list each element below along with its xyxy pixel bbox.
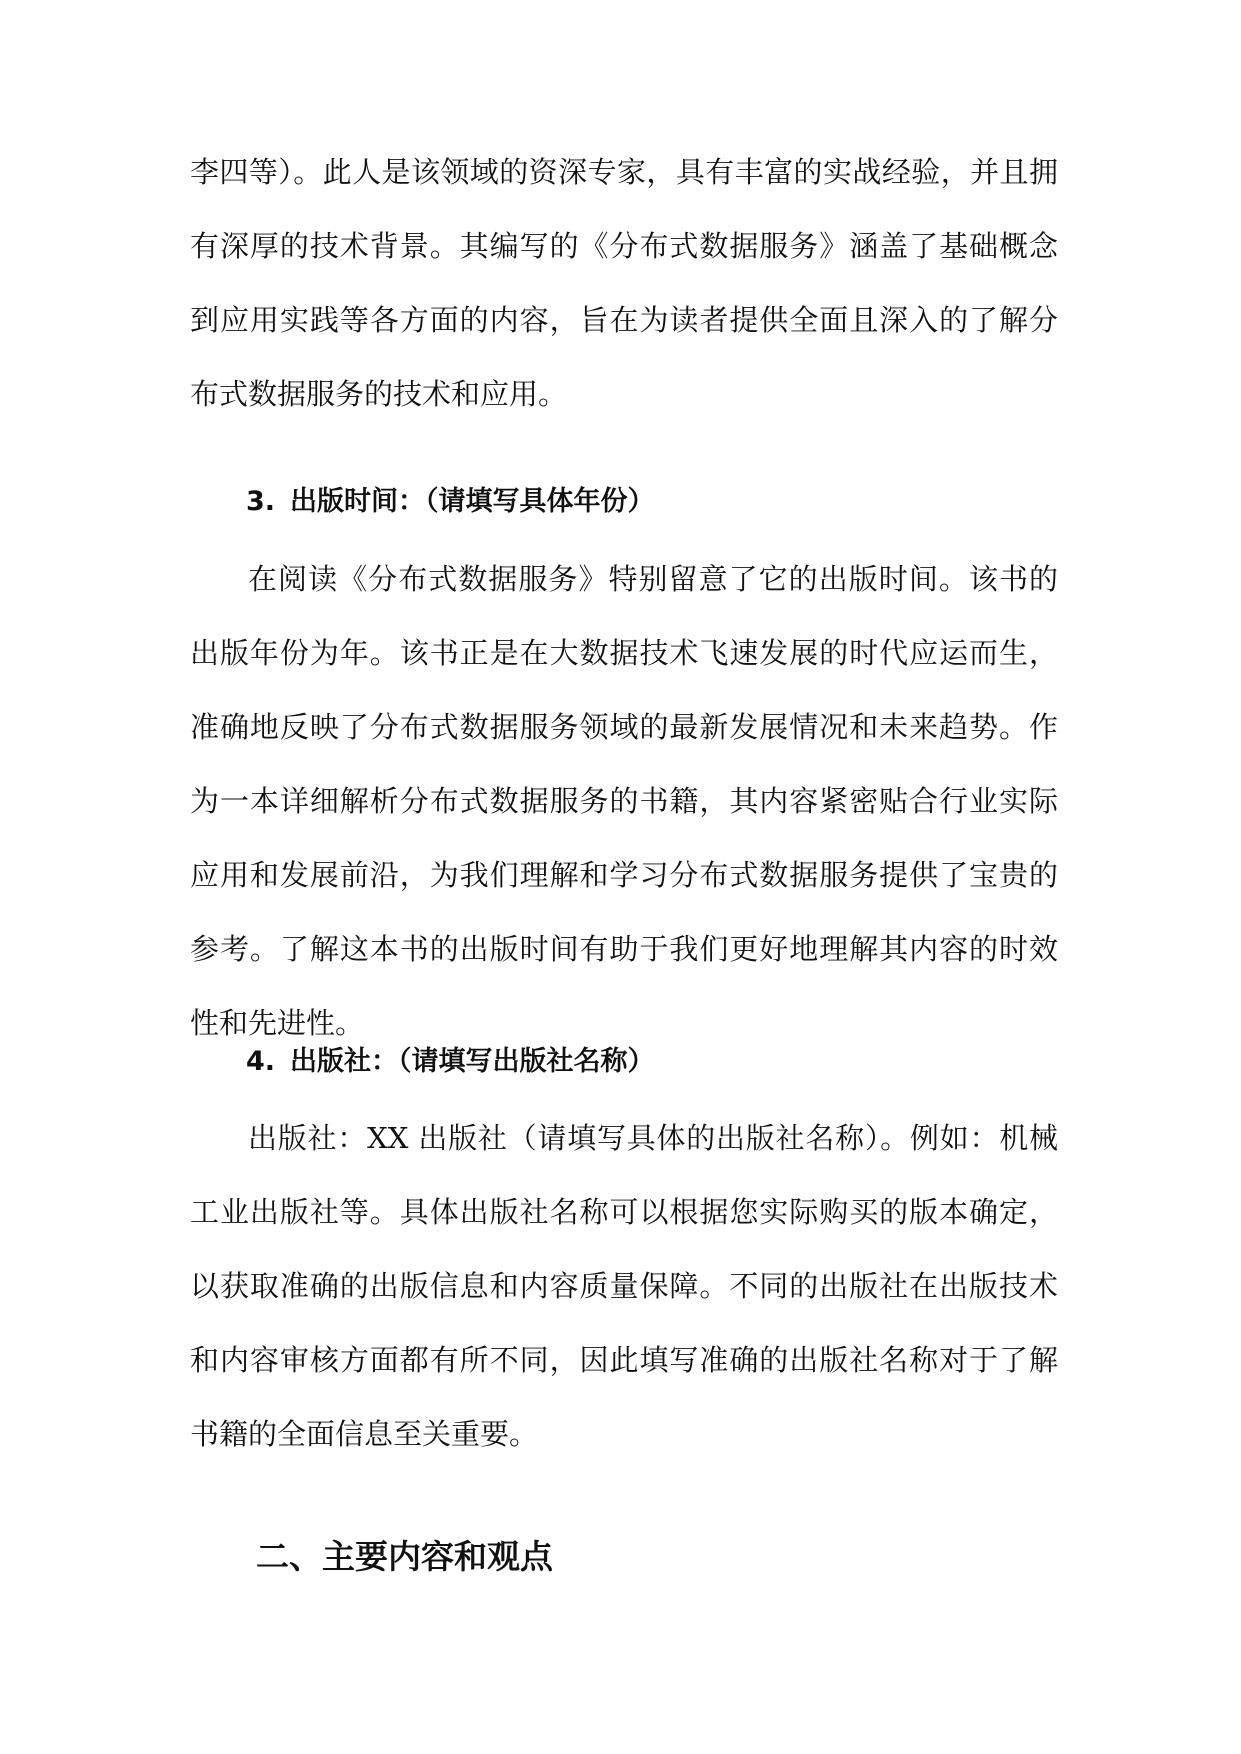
subheading-publication-time [246, 482, 1046, 522]
paragraph-author-continuation: 李四等）。此人是该领域的资深专家，具有丰富的实战经验，并且拥有深厚的技术背景。其编写的《分布式数据服务》涵盖了基础概念到应用实践等各方面的内容，旨在为读者提供全面且深入的了解分布式数据服务的技术和应用。 [190, 155, 1058, 411]
paragraph-publication-time: 在阅读《分布式数据服务》特别留意了它的出版时间。该书的出版年份为年。该书正是在大数据技术飞速发展的时代应运而生，准确地反映了分布式数据服务领域的最新发展情况和未来趋势。作为一本详细解析分布式数据服务的书籍，其内容紧密贴合行业实际应用和发展前沿，为我们理解和学习分布式数据服务提供了宝贵的参考。了解这本书的出版时间有助于我们更好地理解其内容的时效性和先进性。 [190, 562, 1058, 1040]
subheading-text: 出版时间：（请填写具体年份） [290, 486, 655, 517]
section-title-main-content: 二、主要内容和观点 [256, 1537, 553, 1576]
subheading-publisher [246, 1042, 1046, 1082]
subheading-text: 出版社：（请填写出版社名称） [290, 1046, 655, 1077]
subheading-number: 3. [246, 486, 276, 517]
subheading-number: 4. [246, 1046, 276, 1077]
paragraph-publisher: 出版社：XX 出版社（请填写具体的出版社名称）。例如：机械工业出版社等。具体出版社名称可以根据您实际购买的版本确定，以获取准确的出版信息和内容质量保障。不同的出版社在出版技术和内容审核方面都有所不同，因此填写准确的出版社名称对于了解书籍的全面信息至关重要。 [190, 1121, 1058, 1451]
